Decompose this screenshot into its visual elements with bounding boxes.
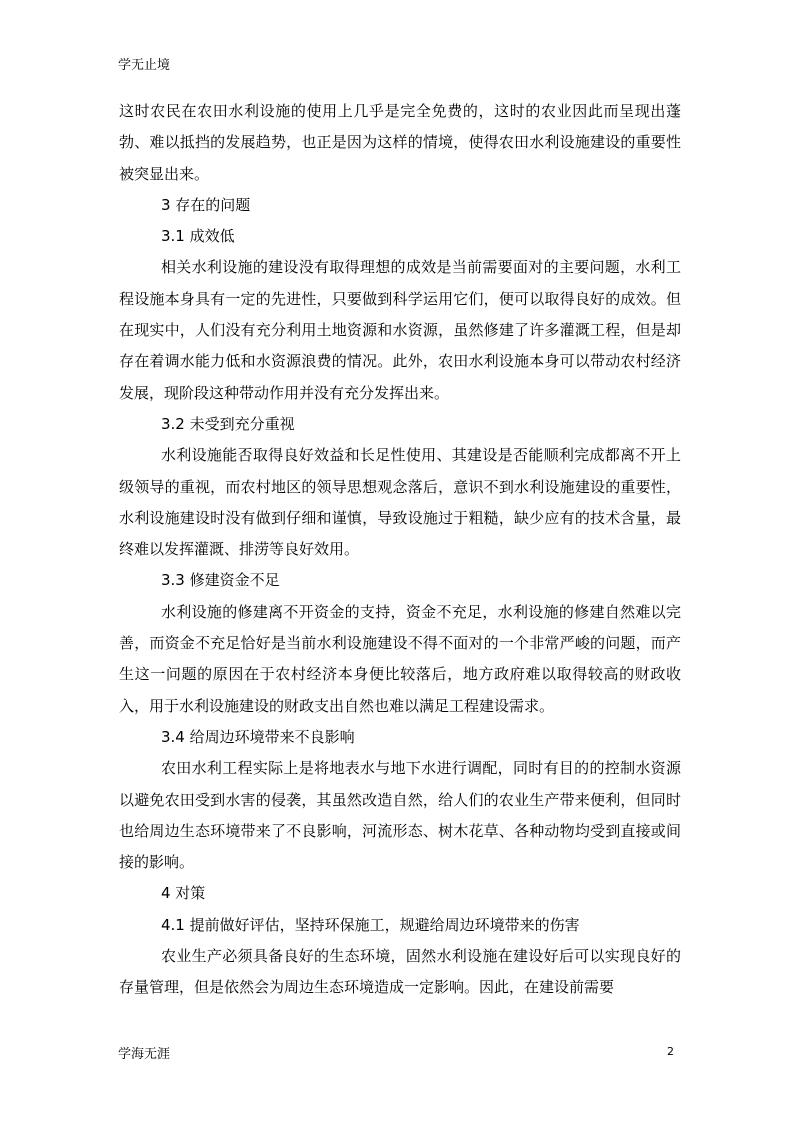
document-body bbox=[119, 96, 681, 1004]
paragraph: 水利设施能否取得良好效益和长足性使用、其建设是否能顺利完成都离不开上级领导的重视，而农村地区的领导思想观念落后，意识不到水利设施建设的重要性，水利设施建设时没有做到仔细和谨慎，导致设施过于粗糙，缺少应有的技术含量，最终难以发挥灌溉、排涝等良好效用。 bbox=[119, 446, 681, 559]
paragraph: 相关水利设施的建设没有取得理想的成效是当前需要面对的主要问题，水利工程设施本身具有一定的先进性，只要做到科学运用它们，便可以取得良好的成效。但在现实中，人们没有充分利用土地资源和水资源，虽然修建了许多灌溉工程，但是却存在着调水能力低和水资源浪费的情况。此外，农田水利设施本身可以带动农村经济发展，现阶段这种带动作用并没有充分发挥出来。 bbox=[119, 258, 681, 402]
section-heading: 4 对策 bbox=[161, 884, 206, 903]
paragraph: 这时农民在农田水利设施的使用上几乎是完全免费的，这时的农业因此而呈现出蓬勃、难以抵挡的发展趋势，也正是因为这样的情境，使得农田水利设施建设的重要性被突显出来。 bbox=[119, 102, 681, 183]
subsection-heading: 3.1 成效低 bbox=[161, 227, 235, 246]
paragraph: 农业生产必须具备良好的生态环境，固然水利设施在建设好后可以实现良好的存量管理，但是依然会为周边生态环境造成一定影响。因此，在建设前需要 bbox=[119, 947, 681, 997]
subsection-heading: 3.3 修建资金不足 bbox=[161, 571, 280, 590]
paragraph: 水利设施的修建离不开资金的支持，资金不充足，水利设施的修建自然难以完善，而资金不充足恰好是当前水利设施建设不得不面对的一个非常严峻的问题，而产生这一问题的原因在于农村经济本身便比较落后，地方政府难以取得较高的财政收入，用于水利设施建设的财政支出自然也难以满足工程建设需求。 bbox=[119, 602, 681, 715]
subsection-heading: 4.1 提前做好评估，坚持环保施工，规避给周边环境带来的伤害 bbox=[161, 915, 580, 934]
page-number: 2 bbox=[667, 1045, 674, 1058]
paragraph: 农田水利工程实际上是将地表水与地下水进行调配，同时有目的的控制水资源以避免农田受到水害的侵袭，其虽然改造自然，给人们的农业生产带来便利，但同时也给周边生态环境带来了不良影响，河流形态、树木花草、各种动物均受到直接或间接的影响。 bbox=[119, 759, 681, 872]
subsection-heading: 3.2 未受到充分重视 bbox=[161, 414, 295, 433]
section-heading: 3 存在的问题 bbox=[161, 195, 251, 214]
page-header: 学无止境 bbox=[118, 58, 171, 73]
subsection-heading: 3.4 给周边环境带来不良影响 bbox=[161, 727, 355, 746]
page-footer-text: 学海无涯 bbox=[118, 1047, 171, 1062]
